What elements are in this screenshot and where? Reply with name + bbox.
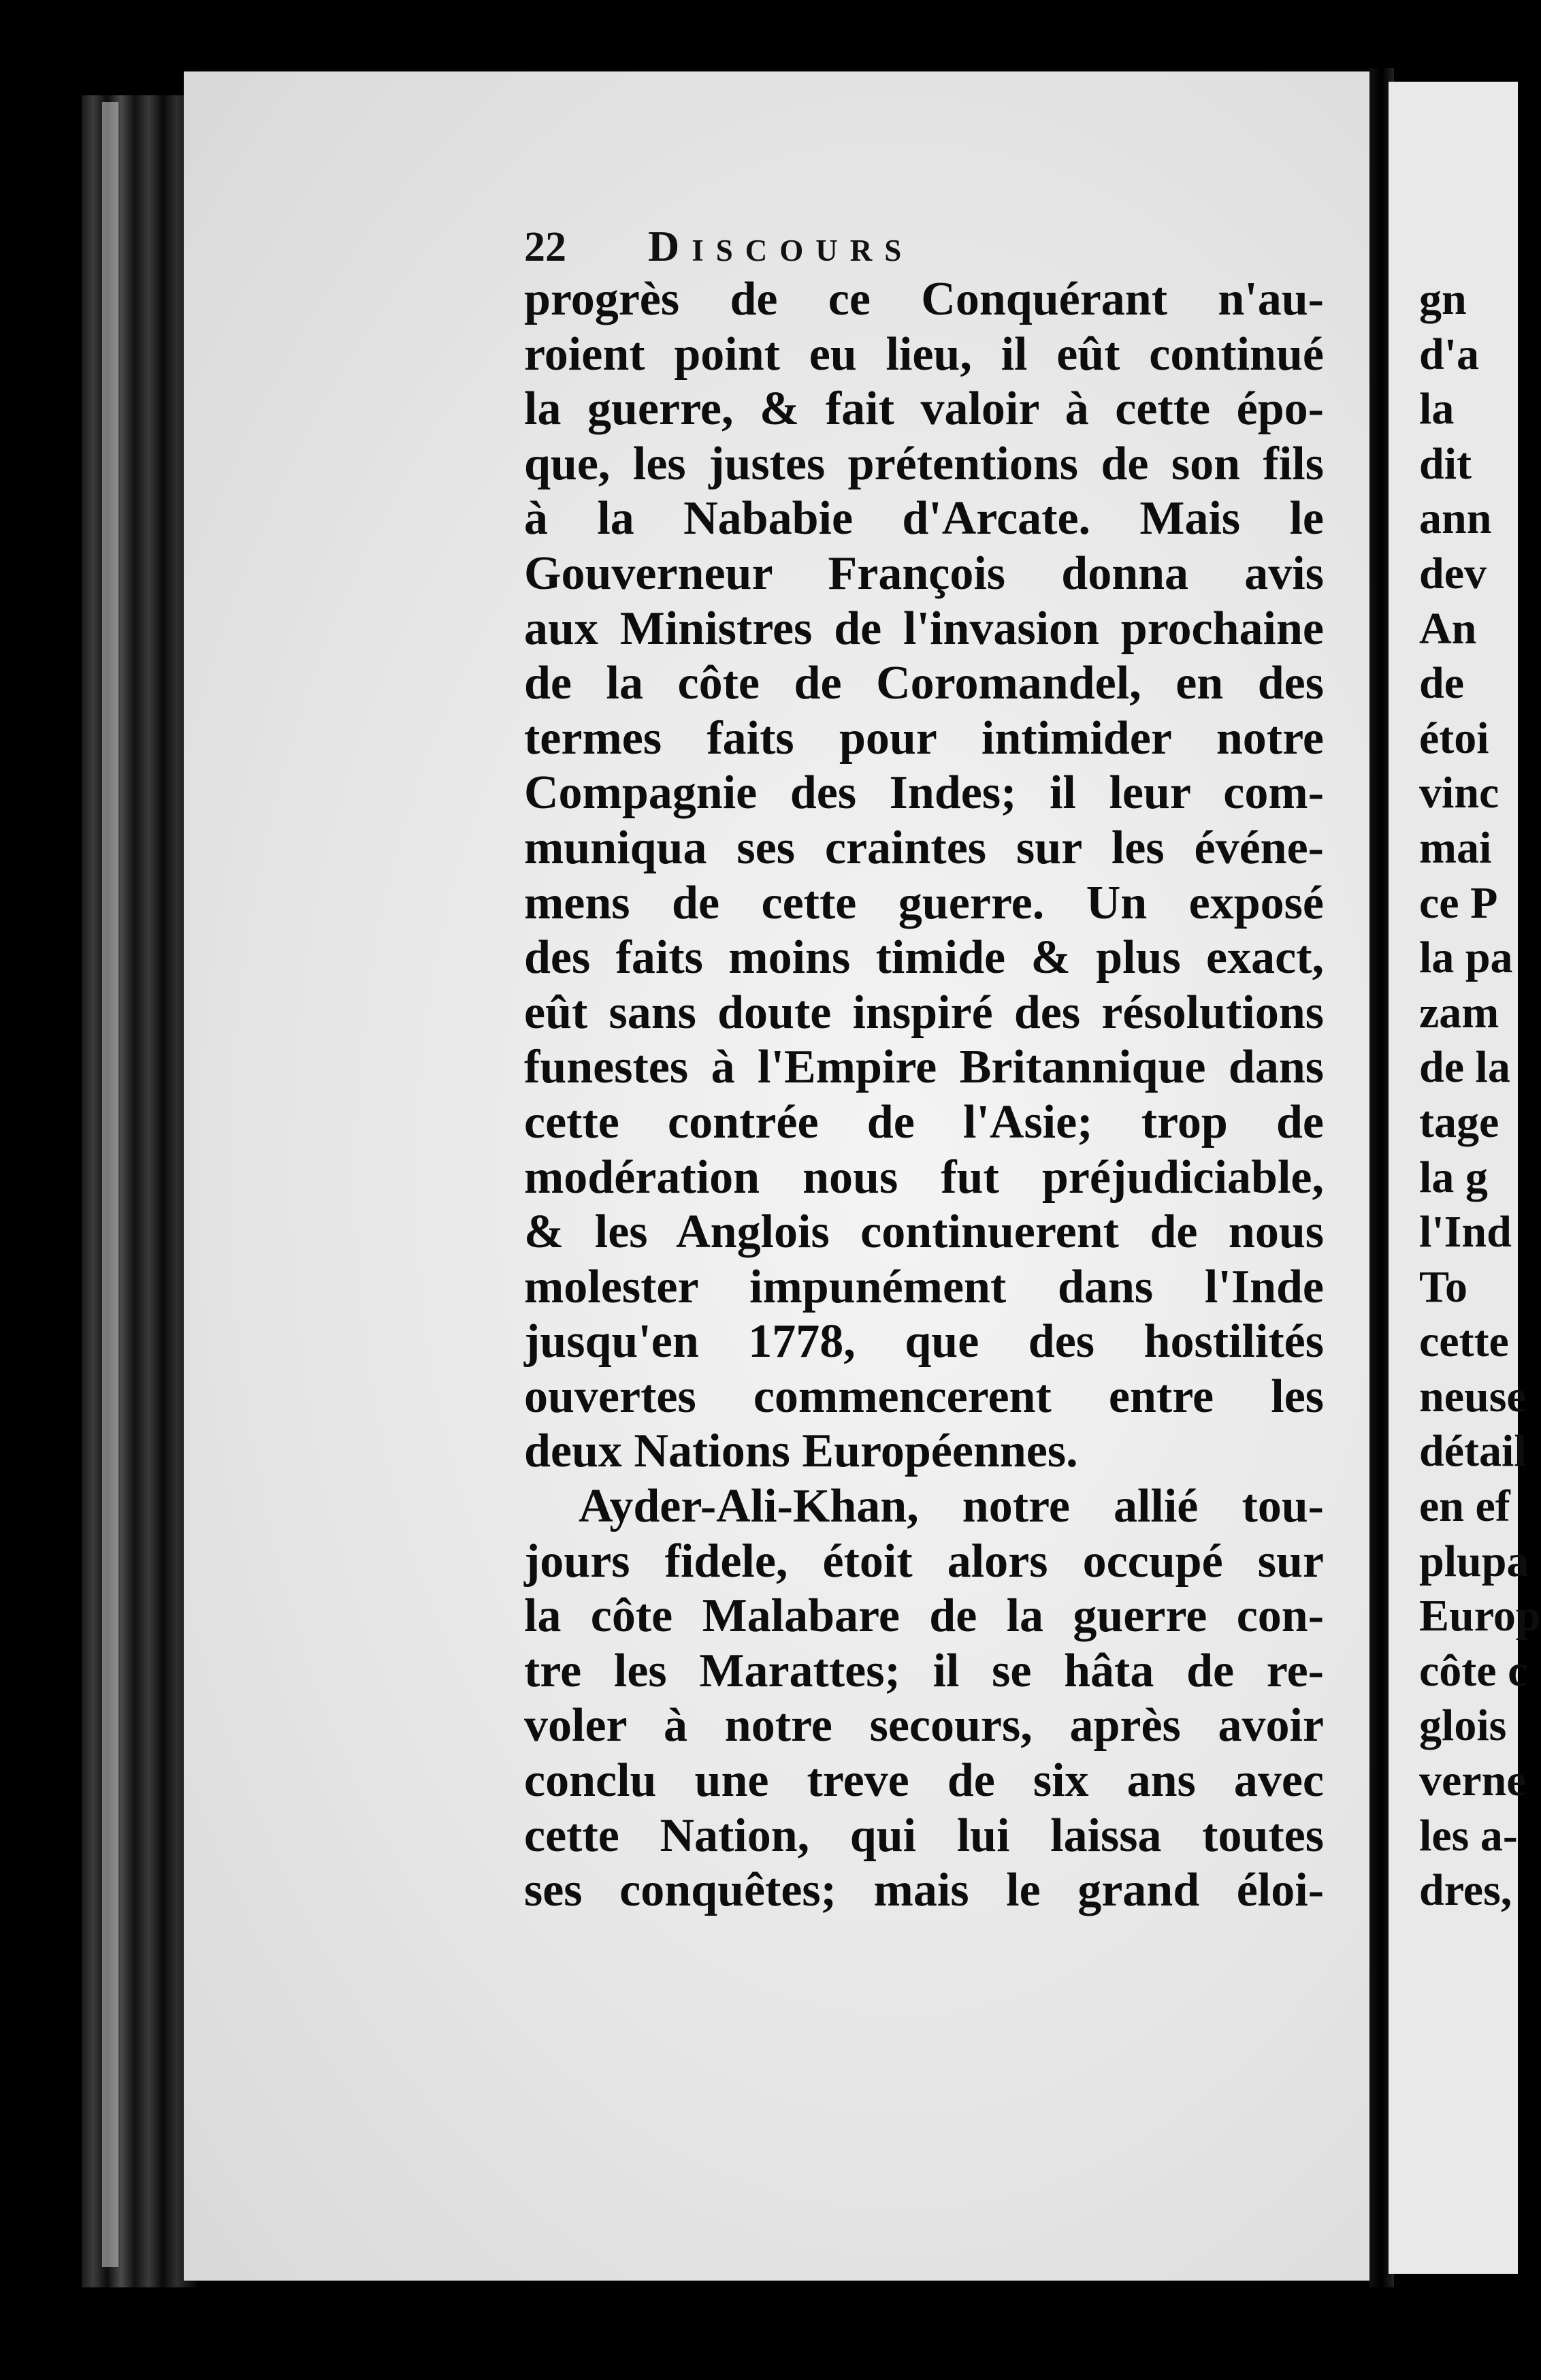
text-line: cette contrée de l'Asie; trop de bbox=[524, 1095, 1324, 1148]
text-line: ouvertes commencerent entre les bbox=[524, 1370, 1324, 1423]
text-line: eût sans doute inspiré des résolutions bbox=[524, 986, 1324, 1039]
text-line: ses conquêtes; mais le grand éloi- bbox=[524, 1864, 1324, 1917]
text-line: Compagnie des Indes; il leur com- bbox=[524, 767, 1324, 820]
facing-line: zam bbox=[1419, 987, 1499, 1038]
facing-line: en ef bbox=[1419, 1481, 1510, 1532]
text-line: voler à notre secours, après avoir bbox=[524, 1699, 1324, 1752]
facing-line: étoi bbox=[1419, 713, 1489, 763]
text-line: modération nous fut préjudiciable, bbox=[524, 1151, 1324, 1204]
text-line: deux Nations Européennes. bbox=[524, 1425, 1078, 1478]
facing-line: dev bbox=[1419, 548, 1487, 598]
text-line: la côte Malabare de la guerre con- bbox=[524, 1590, 1324, 1643]
facing-page-text bbox=[1419, 272, 1541, 1918]
facing-line: les a- bbox=[1419, 1810, 1518, 1861]
text-line: cette Nation, qui lui laissa toutes bbox=[524, 1809, 1324, 1862]
text-line: termes faits pour intimider notre bbox=[524, 711, 1324, 765]
text-line: de la côte de Coromandel, en des bbox=[524, 657, 1324, 710]
page-edge bbox=[102, 102, 118, 2267]
text-line: jusqu'en 1778, que des hostilités bbox=[524, 1315, 1324, 1368]
text-line: conclu une treve de six ans avec bbox=[524, 1754, 1324, 1807]
facing-line: dit bbox=[1419, 438, 1472, 489]
facing-line: dres, bbox=[1419, 1865, 1512, 1916]
text-line: progrès de ce Conquérant n'au- bbox=[524, 273, 1324, 325]
text-line: tre les Marattes; il se hâta de re- bbox=[524, 1644, 1324, 1697]
facing-line: gn bbox=[1419, 274, 1467, 324]
facing-line: mai bbox=[1419, 822, 1492, 873]
text-line: & les Anglois continuerent de nous bbox=[524, 1206, 1324, 1259]
facing-line: la pa bbox=[1419, 933, 1513, 983]
running-title: Discours bbox=[648, 222, 914, 270]
facing-line: ann bbox=[1419, 494, 1492, 544]
text-line: des faits moins timide & plus exact, bbox=[524, 931, 1324, 984]
facing-line: la bbox=[1419, 384, 1455, 434]
text-line: la guerre, & fait valoir à cette épo- bbox=[524, 383, 1324, 436]
facing-line: verne bbox=[1419, 1756, 1527, 1806]
book-binding bbox=[82, 95, 197, 2287]
facing-line: l'Ind bbox=[1419, 1207, 1512, 1257]
text-line: funestes à l'Empire Britannique dans bbox=[524, 1041, 1324, 1094]
facing-line: détail bbox=[1419, 1426, 1527, 1477]
facing-line: de bbox=[1419, 658, 1464, 709]
facing-line: plupa bbox=[1419, 1536, 1529, 1586]
text-line: que, les justes prétentions de son fils bbox=[524, 437, 1324, 490]
facing-line: Europ bbox=[1419, 1591, 1541, 1641]
text-line: mens de cette guerre. Un exposé bbox=[524, 876, 1324, 929]
facing-line: tage bbox=[1419, 1097, 1499, 1147]
facing-line: An bbox=[1419, 603, 1477, 654]
text-line: Ayder-Ali-Khan, notre allié tou- bbox=[579, 1480, 1324, 1533]
page-body bbox=[524, 272, 1324, 1918]
text-line: muniqua ses craintes sur les événe- bbox=[524, 821, 1324, 874]
text-line: Gouverneur François donna avis bbox=[524, 547, 1324, 600]
facing-line: To bbox=[1419, 1261, 1467, 1312]
facing-line: de la bbox=[1419, 1042, 1510, 1093]
facing-line: vinc bbox=[1419, 768, 1499, 818]
text-line: jours fidele, étoit alors occupé sur bbox=[524, 1534, 1324, 1588]
text-line: roient point eu lieu, il eût continué bbox=[524, 327, 1324, 381]
facing-line: côte c bbox=[1419, 1645, 1528, 1696]
facing-line: ce P bbox=[1419, 878, 1498, 928]
page-number: 22 bbox=[524, 224, 566, 270]
facing-line: neuse bbox=[1419, 1371, 1527, 1421]
facing-line: d'a bbox=[1419, 329, 1480, 379]
text-line: à la Nababie d'Arcate. Mais le bbox=[524, 492, 1324, 545]
text-line: molester impunément dans l'Inde bbox=[524, 1260, 1324, 1313]
facing-line: glois bbox=[1419, 1701, 1507, 1751]
facing-line: cette bbox=[1419, 1317, 1509, 1367]
text-line: aux Ministres de l'invasion prochaine bbox=[524, 602, 1324, 655]
facing-line: la g bbox=[1419, 1152, 1488, 1202]
